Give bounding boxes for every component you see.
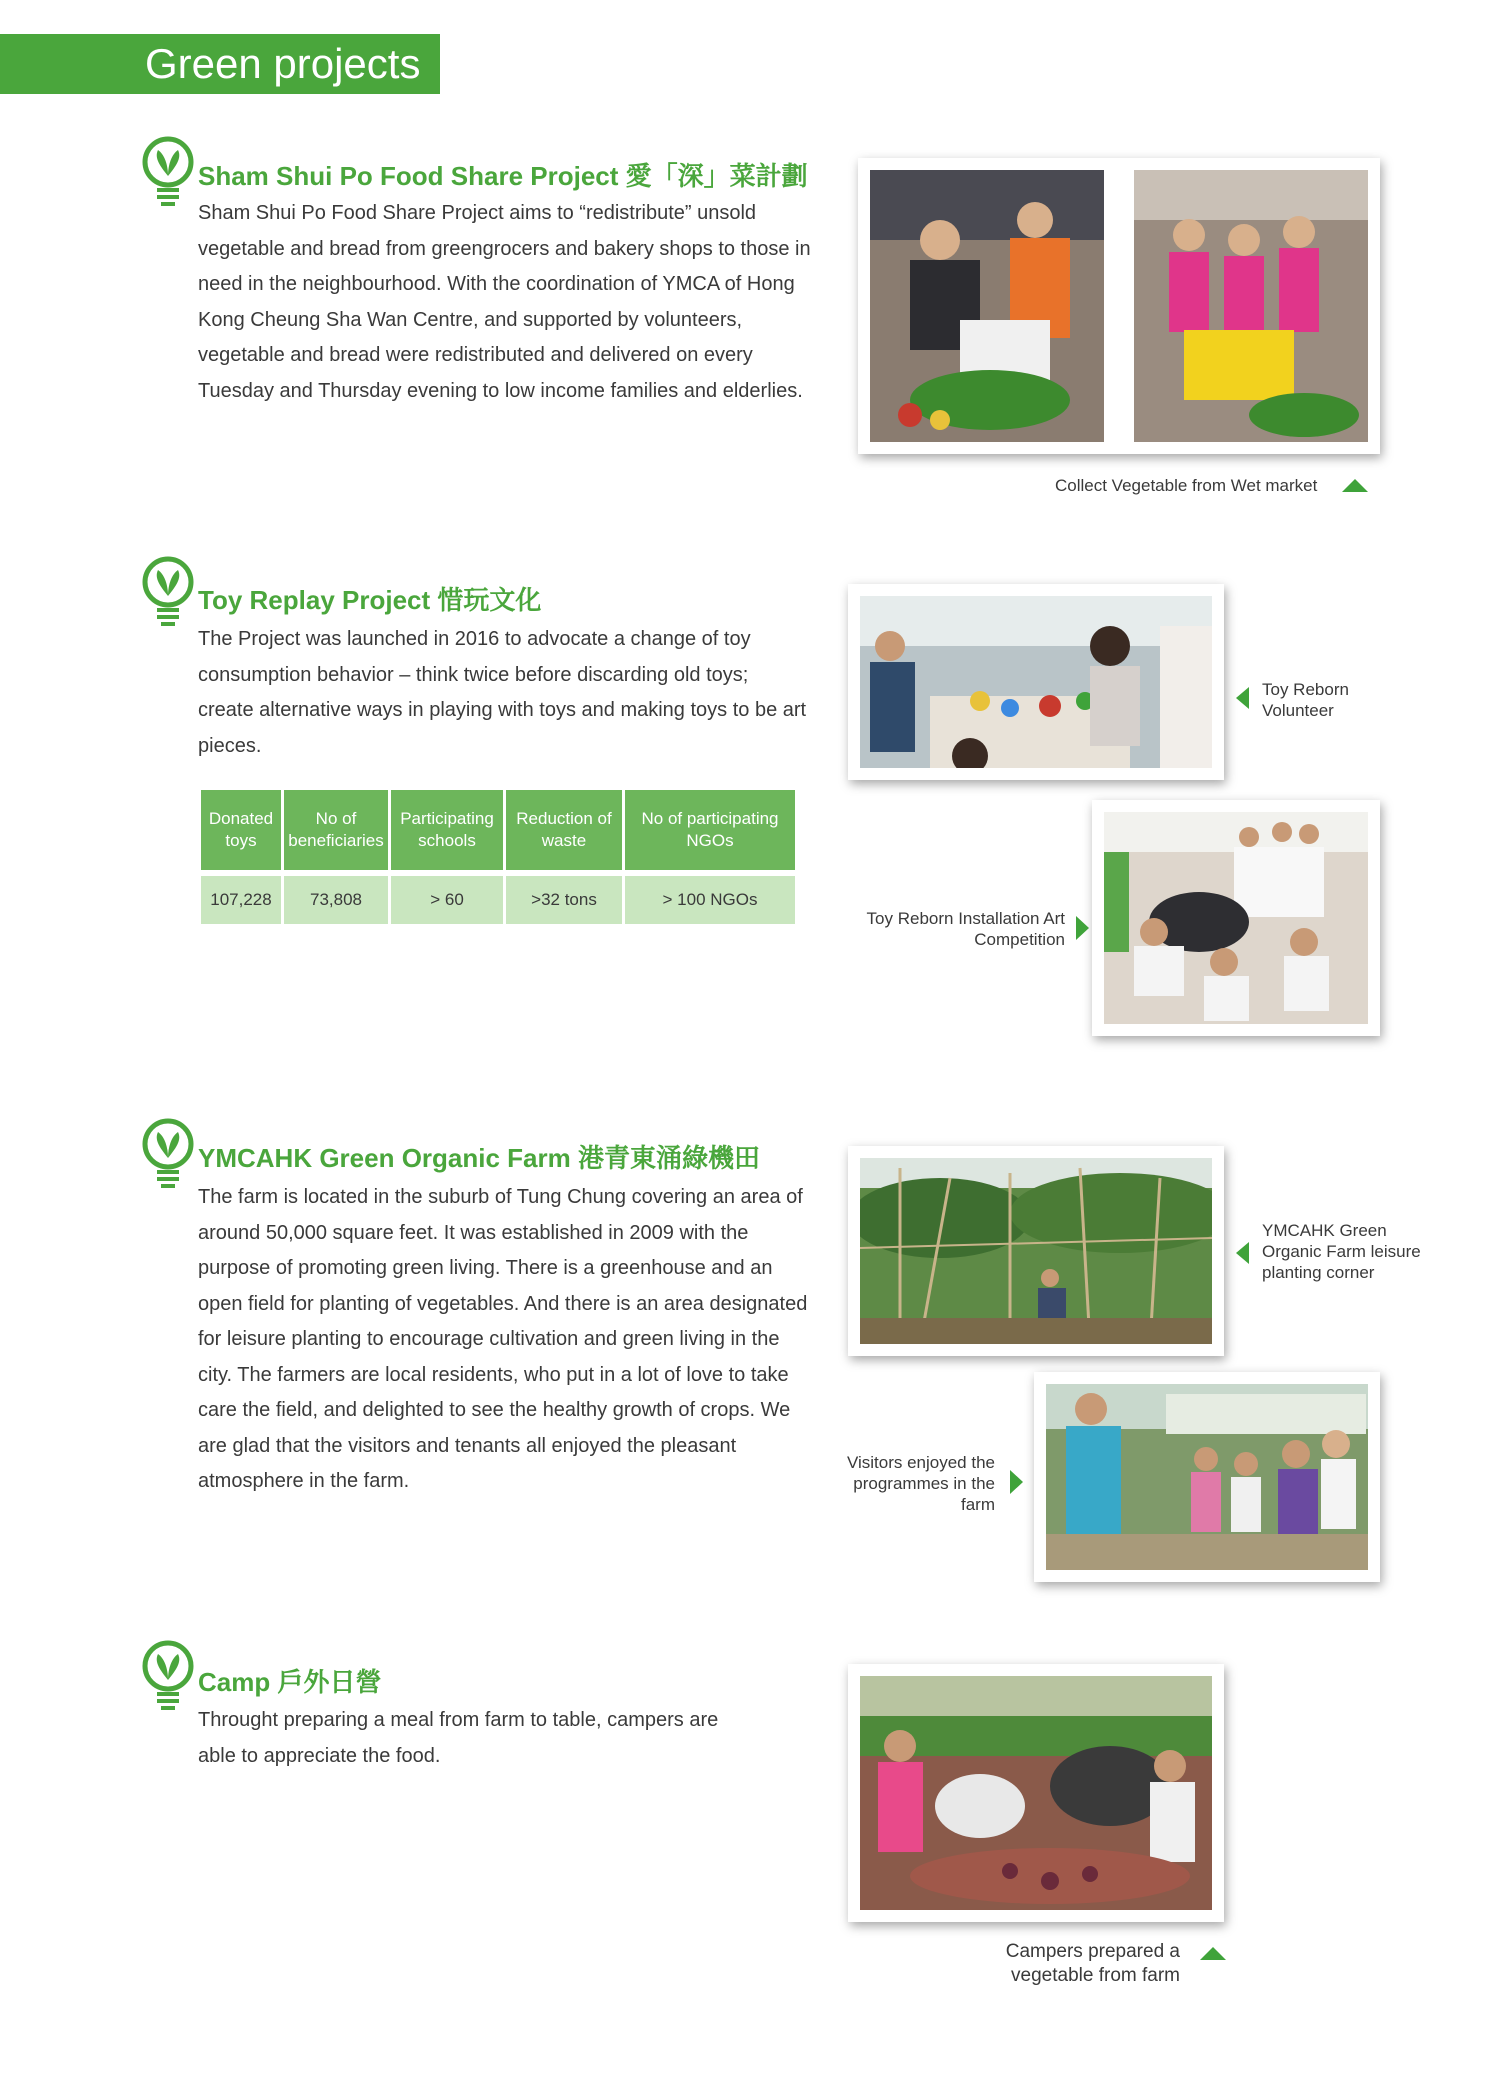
lightbulb-leaf-icon bbox=[140, 1118, 196, 1190]
camp-photo bbox=[860, 1676, 1212, 1910]
caption-pointer-right-icon bbox=[1010, 1470, 1023, 1494]
farm-visitors-photo-frame bbox=[1034, 1372, 1380, 1582]
food-share-heading: Sham Shui Po Food Share Project 愛「深」菜計劃 bbox=[198, 161, 808, 191]
table-cell: > 60 bbox=[391, 876, 503, 924]
table-cell: 73,808 bbox=[284, 876, 388, 924]
caption-pointer-up-icon bbox=[1200, 1947, 1226, 1960]
camp-caption: Campers prepared a vegetable from farm bbox=[1005, 1941, 1180, 1986]
table-header: No of beneficiaries bbox=[284, 790, 388, 870]
table-header: Participating schools bbox=[391, 790, 503, 870]
lightbulb-leaf-icon bbox=[140, 556, 196, 628]
caption-pointer-left-icon bbox=[1236, 1242, 1249, 1264]
food-share-caption: Collect Vegetable from Wet market bbox=[1055, 476, 1318, 495]
caption-pointer-up-icon bbox=[1342, 479, 1368, 492]
table-cell: >32 tons bbox=[506, 876, 622, 924]
farm-planting-caption: YMCAHK Green Organic Farm leisure planting corner bbox=[1262, 1221, 1421, 1282]
toy-replay-heading: Toy Replay Project 惜玩文化 bbox=[198, 585, 542, 615]
toy-volunteer-caption: Toy Reborn Volunteer bbox=[1262, 680, 1349, 720]
table-cell: > 100 NGOs bbox=[625, 876, 795, 924]
toy-replay-paragraph: The Project was launched in 2016 to advocate a change of toy consumption behavior – think twice before discarding old toys; create alternative ways in playing with toys and making toys to be art pieces. bbox=[198, 628, 807, 757]
table-header: Donated toys bbox=[201, 790, 281, 870]
camp-heading: Camp 戶外日營 bbox=[198, 1667, 382, 1697]
toy-volunteer-photo-frame bbox=[848, 584, 1224, 780]
caption-pointer-left-icon bbox=[1236, 687, 1249, 709]
organic-farm-paragraph: The farm is located in the suburb of Tung Chung covering an area of around 50,000 square feet. It was established in 2009 with the purpose of promoting green living. There is a greenhouse and an open field for planting of vegetables. And there is an area designated for leisure planting to encourage cultivation and green living in the city. The farmers are local residents, who put in a lot of love to take care the field, and delighted to see the healthy growth of crops. We are glad that the visitors and tenants all enjoyed the pleasant atmosphere in the farm. bbox=[198, 1186, 808, 1492]
toy-art-photo-frame bbox=[1092, 800, 1380, 1036]
farm-planting-photo bbox=[860, 1158, 1212, 1344]
organic-farm-heading: YMCAHK Green Organic Farm 港青東涌綠機田 bbox=[198, 1143, 760, 1173]
farm-planting-photo-frame bbox=[848, 1146, 1224, 1356]
camp-paragraph: Throught preparing a meal from farm to table, campers are able to appreciate the food. bbox=[198, 1709, 719, 1767]
toy-art-caption: Toy Reborn Installation Art Competition bbox=[866, 909, 1065, 949]
table-cell: 107,228 bbox=[201, 876, 281, 924]
food-share-photo-frame bbox=[858, 158, 1380, 454]
table-header: No of participating NGOs bbox=[625, 790, 795, 870]
wet-market-photo-1 bbox=[870, 170, 1104, 442]
page-title: Green projects bbox=[0, 34, 440, 94]
lightbulb-leaf-icon bbox=[140, 1640, 196, 1712]
table-header: Reduction of waste bbox=[506, 790, 622, 870]
lightbulb-leaf-icon bbox=[140, 136, 196, 208]
toy-replay-stats-table bbox=[198, 790, 798, 924]
farm-visitors-photo bbox=[1046, 1384, 1368, 1570]
caption-pointer-right-icon bbox=[1076, 916, 1089, 940]
food-share-paragraph: Sham Shui Po Food Share Project aims to “redistribute” unsold vegetable and bread from greengrocers and bakery shops to those in need in the neighbourhood. With the coordination of YMCA of Hong Kong Cheung Sha Wan Centre, and supported by volunteers, vegetable and bread were redistributed and delivered on every Tuesday and Thursday evening to low income families and elderlies. bbox=[198, 202, 811, 402]
farm-visitors-caption: Visitors enjoyed the programmes in the farm bbox=[846, 1453, 995, 1514]
toy-art-photo bbox=[1104, 812, 1368, 1024]
toy-volunteer-photo bbox=[860, 596, 1212, 768]
camp-photo-frame bbox=[848, 1664, 1224, 1922]
wet-market-photo-2 bbox=[1134, 170, 1368, 442]
